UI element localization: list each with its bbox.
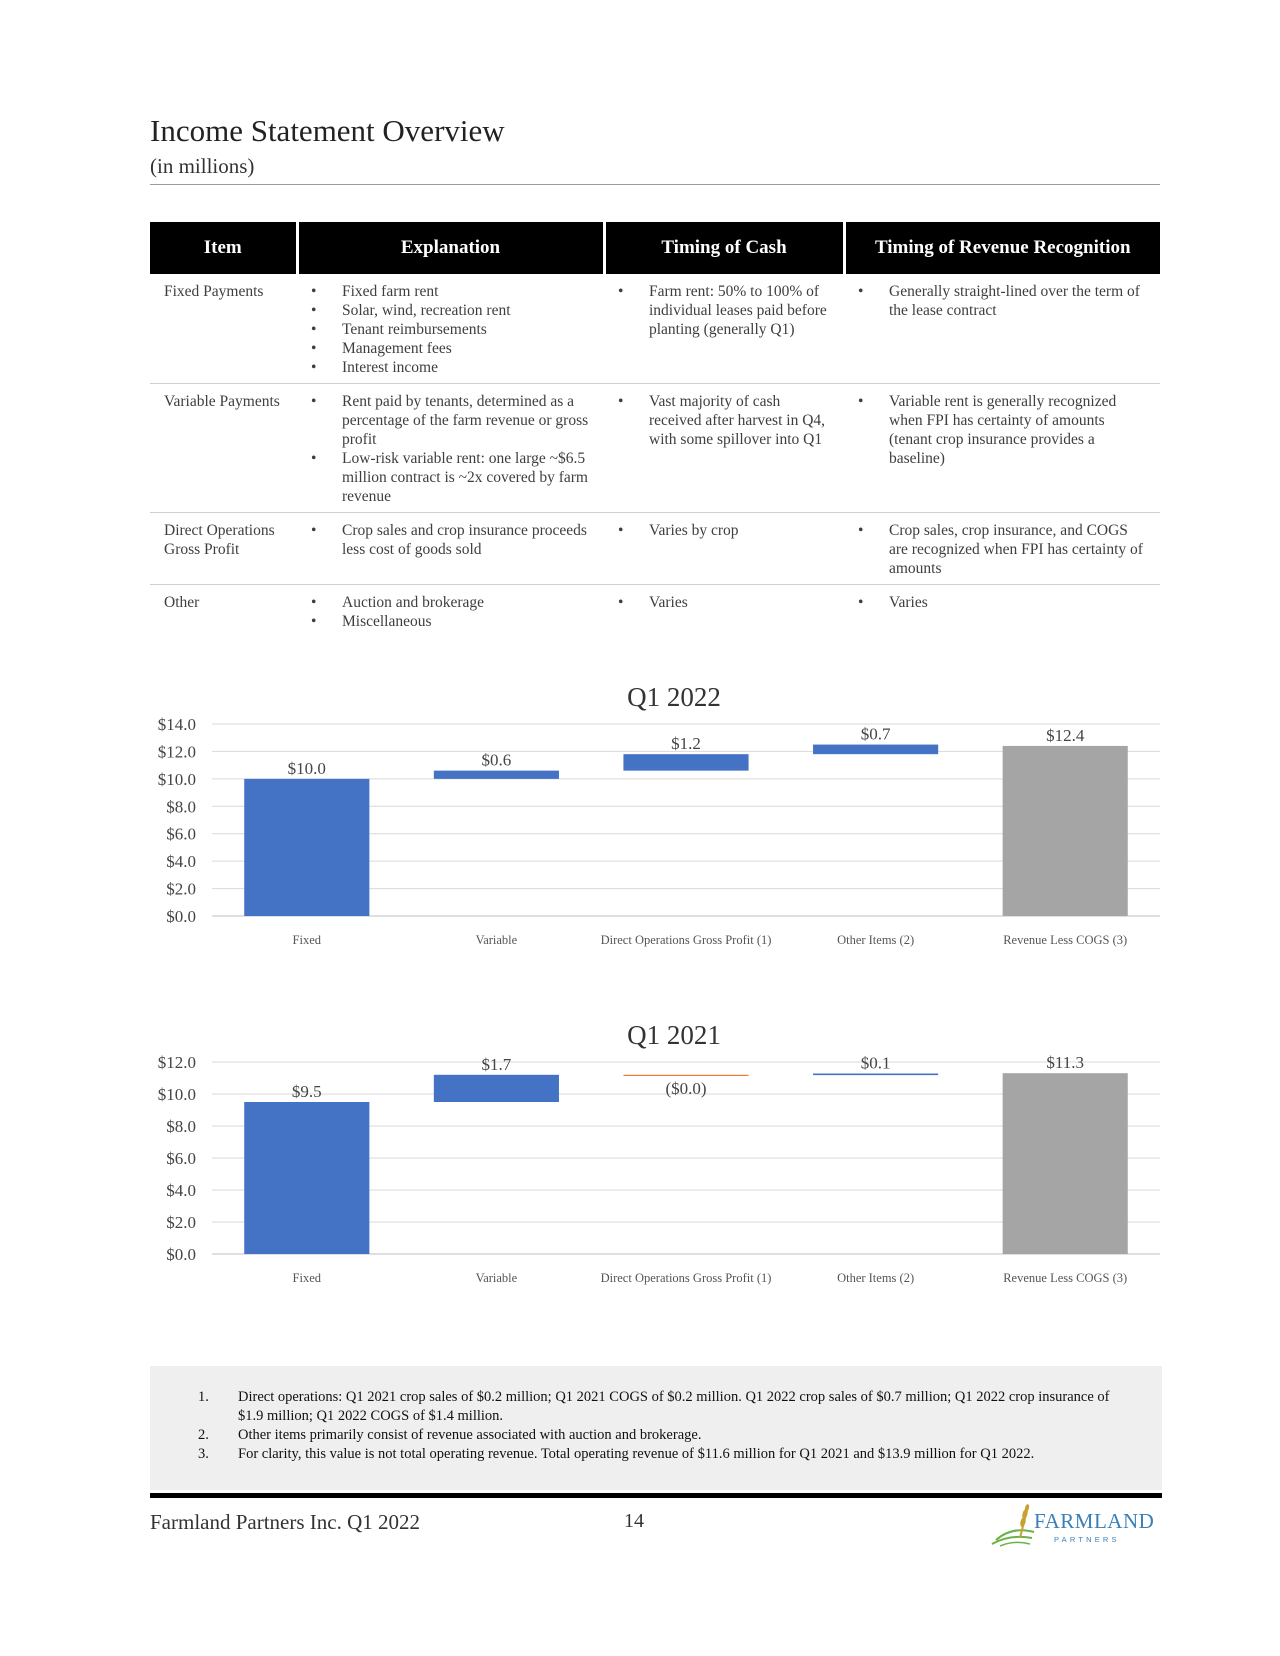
table-row [150, 585, 1160, 638]
bullet-item: • Solar, wind, recreation rent [297, 301, 604, 320]
row-revenue-cell [844, 274, 1160, 384]
y-tick-label: $10.0 [157, 1085, 196, 1104]
bullet-item: • Generally straight-lined over the term of the lease contract [844, 282, 1160, 320]
waterfall-bar [244, 1102, 369, 1254]
data-label: ($0.0) [665, 1079, 707, 1099]
q1-2021-waterfall-chart [150, 1008, 1162, 1298]
data-label: $0.6 [481, 750, 512, 770]
x-category-label: Variable [475, 933, 518, 947]
footnote-item [198, 1445, 1138, 1464]
waterfall-bar [434, 1075, 559, 1102]
data-label: $1.2 [671, 734, 701, 754]
bullet-item: • Crop sales, crop insurance, and COGS are recognized when FPI has certainty of amounts [844, 521, 1160, 578]
row-revenue-cell [844, 513, 1160, 585]
waterfall-bar [623, 1075, 748, 1076]
table-body [150, 274, 1160, 637]
bullet-item: • Fixed farm rent [297, 282, 604, 301]
bullet-item: • Miscellaneous [297, 612, 604, 631]
row-item-label: Fixed Payments [150, 274, 297, 384]
footnote-text: Direct operations: Q1 2021 crop sales of $0.2 million; Q1 2021 COGS of $0.2 million. Q1 2022 crop sales of $0.7 million; Q1 2022 crop insurance of $1.9 million; Q1 2022 COGS of $1.4 million. [238, 1389, 1110, 1424]
page-number: 14 [624, 1510, 644, 1532]
data-label: $10.0 [287, 758, 326, 778]
chart-title: Q1 2021 [627, 1020, 721, 1050]
y-tick-label: $8.0 [166, 1117, 196, 1136]
bullet-item: • Variable rent is generally recognized when FPI has certainty of amounts (tenant crop insurance provides a baseline) [844, 392, 1160, 468]
y-tick-label: $4.0 [166, 1181, 196, 1200]
row-revenue-cell [844, 384, 1160, 513]
logo-sub-text: PARTNERS [1054, 1535, 1120, 1544]
row-explanation-cell [297, 384, 604, 513]
data-label: $12.4 [1046, 725, 1085, 745]
footnote-item [198, 1426, 1138, 1445]
bullet-item: • Interest income [297, 358, 604, 377]
waterfall-bar [813, 745, 938, 755]
bullet-item: • Crop sales and crop insurance proceeds less cost of goods sold [297, 521, 604, 559]
footnote-text: For clarity, this value is not total operating revenue. Total operating revenue of $11.6 million for Q1 2021 and $13.9 million for Q1 2022. [238, 1446, 1035, 1462]
row-explanation-cell [297, 585, 604, 638]
bullet-item: • Varies by crop [604, 521, 844, 540]
x-category-label: Variable [475, 1271, 518, 1285]
header-explanation: Explanation [297, 222, 604, 274]
y-tick-label: $14.0 [157, 715, 196, 734]
header-timing-of-cash: Timing of Cash [604, 222, 844, 274]
y-tick-label: $4.0 [166, 852, 196, 872]
revenue-bullet-list [844, 593, 1160, 612]
footnote-number: 3. [198, 1446, 209, 1462]
x-category-label: Fixed [292, 1271, 322, 1285]
x-category-label: Direct Operations Gross Profit (1) [600, 933, 772, 947]
bullet-item: • Auction and brokerage [297, 593, 604, 612]
explanation-bullet-list [297, 392, 604, 506]
footer-divider [150, 1493, 1162, 1498]
table-row [150, 274, 1160, 384]
header-item: Item [150, 222, 297, 274]
page-title: Income Statement Overview [150, 113, 505, 148]
footnotes-list [198, 1388, 1138, 1464]
waterfall-bar [813, 1074, 938, 1076]
data-label: $11.3 [1046, 1053, 1085, 1073]
revenue-bullet-list [844, 521, 1160, 578]
waterfall-bar [244, 779, 369, 916]
footnotes-box [150, 1366, 1162, 1490]
row-revenue-cell [844, 585, 1160, 638]
explanation-bullet-list [297, 521, 604, 559]
y-tick-label: $2.0 [166, 879, 196, 899]
cash-bullet-list [604, 392, 844, 449]
footnote-item [198, 1388, 1138, 1426]
row-explanation-cell [297, 274, 604, 384]
cash-bullet-list [604, 521, 844, 540]
bullet-item: • Tenant reimbursements [297, 320, 604, 339]
page-subtitle: (in millions) [150, 154, 255, 178]
y-tick-label: $0.0 [166, 1245, 196, 1264]
data-label: $9.5 [291, 1082, 322, 1101]
y-tick-label: $12.0 [157, 742, 196, 762]
bullet-item: • Varies [844, 593, 1160, 612]
row-item-label: Direct Operations Gross Profit [150, 513, 297, 585]
bullet-item: • Rent paid by tenants, determined as a percentage of the farm revenue or gross profit [297, 392, 604, 449]
income-overview-table [150, 222, 1160, 637]
x-category-label: Other Items (2) [837, 1271, 915, 1285]
x-category-label: Revenue Less COGS (3) [1003, 933, 1128, 947]
wheat-swoosh-icon [992, 1504, 1034, 1546]
y-tick-label: $8.0 [166, 797, 196, 817]
chart-title: Q1 2022 [627, 682, 721, 712]
bullet-item: • Vast majority of cash received after harvest in Q4, with some spillover into Q1 [604, 392, 844, 449]
title-divider [150, 184, 1160, 185]
waterfall-bar [1003, 1073, 1128, 1254]
y-tick-label: $10.0 [157, 769, 196, 789]
y-tick-label: $0.0 [166, 907, 196, 926]
farmland-partners-logo [990, 1500, 1155, 1550]
footnote-number: 2. [198, 1427, 209, 1443]
logo-main-text: FARMLAND [1034, 1509, 1155, 1533]
y-tick-label: $12.0 [157, 1053, 196, 1072]
footnote-number: 1. [198, 1389, 209, 1405]
y-tick-label: $6.0 [166, 824, 196, 844]
footer-company: Farmland Partners Inc. Q1 2022 [150, 1510, 421, 1534]
bullet-item: • Farm rent: 50% to 100% of individual leases paid before planting (generally Q1) [604, 282, 844, 339]
data-label: $0.1 [860, 1053, 891, 1073]
y-tick-label: $6.0 [166, 1149, 196, 1168]
y-tick-label: $2.0 [166, 1213, 196, 1232]
revenue-bullet-list [844, 392, 1160, 468]
row-cash-cell [604, 384, 844, 513]
waterfall-bar [623, 754, 748, 770]
revenue-bullet-list [844, 282, 1160, 320]
table-row [150, 513, 1160, 585]
row-cash-cell [604, 513, 844, 585]
x-category-label: Revenue Less COGS (3) [1003, 1271, 1128, 1285]
table-row [150, 384, 1160, 513]
data-label: $0.7 [860, 724, 891, 744]
x-category-label: Direct Operations Gross Profit (1) [600, 1271, 772, 1285]
bullet-item: • Management fees [297, 339, 604, 358]
cash-bullet-list [604, 282, 844, 339]
waterfall-bar [1003, 746, 1128, 916]
data-label: $1.7 [481, 1054, 512, 1074]
row-cash-cell [604, 274, 844, 384]
header-timing-of-revenue: Timing of Revenue Recognition [844, 222, 1160, 274]
row-item-label: Other [164, 594, 200, 611]
bullet-item: • Varies [604, 593, 844, 612]
row-cash-cell [604, 585, 844, 638]
waterfall-bar [434, 771, 559, 779]
cash-bullet-list [604, 593, 844, 612]
bullet-item: • Low-risk variable rent: one large ~$6.5 million contract is ~2x covered by farm revenue [297, 449, 604, 506]
explanation-bullet-list [297, 593, 604, 631]
q1-2022-waterfall-chart [150, 670, 1162, 960]
row-item-label: Variable Payments [150, 384, 297, 513]
footnote-text: Other items primarily consist of revenue associated with auction and brokerage. [238, 1427, 702, 1443]
row-explanation-cell [297, 513, 604, 585]
x-category-label: Fixed [292, 933, 322, 947]
x-category-label: Other Items (2) [837, 933, 915, 947]
explanation-bullet-list [297, 282, 604, 377]
table-header-row [150, 222, 1160, 274]
